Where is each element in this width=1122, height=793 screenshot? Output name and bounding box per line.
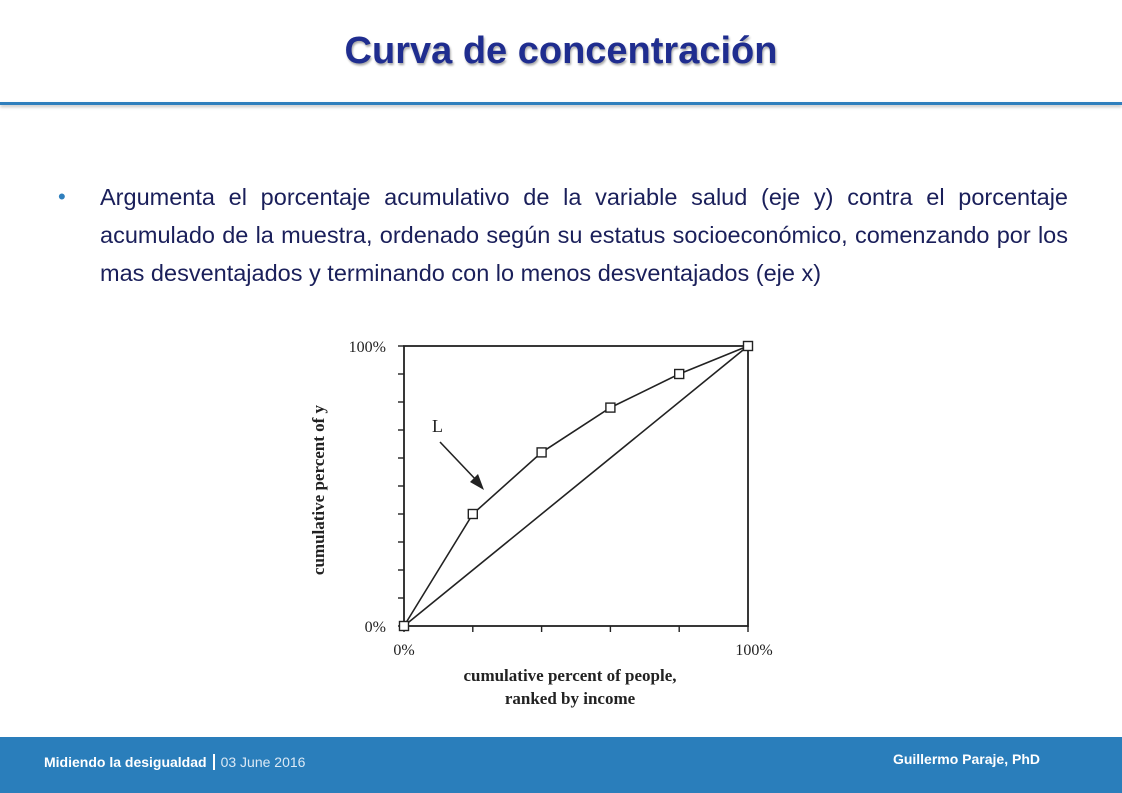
footer-author: Guillermo Paraje, PhD bbox=[892, 751, 1040, 767]
bullet-text: Argumenta el porcentaje acumulativo de la variable salud (eje y) contra el porcentaje acumulado de la muestra, ordenado según su estatus socioeconómico, comenzando por los mas desventajados y terminando con lo menos desventajados (eje x) bbox=[100, 184, 1068, 286]
x-axis-label-line1: cumulative percent of people, bbox=[463, 666, 677, 685]
equality-line bbox=[404, 346, 748, 626]
annotation-arrow-shaft bbox=[440, 442, 478, 482]
bullet-item bbox=[58, 178, 1068, 292]
footer-bar bbox=[0, 737, 1122, 793]
footer-separator bbox=[213, 754, 215, 770]
x-tick-label-right: 100% bbox=[735, 642, 773, 659]
x-axis-label-line2: ranked by income bbox=[504, 689, 636, 708]
footer-presentation-title: Midiendo la desigualdad bbox=[44, 754, 207, 770]
title-divider bbox=[0, 102, 1122, 105]
bullet-marker: • bbox=[58, 184, 66, 209]
data-point-marker bbox=[744, 342, 753, 351]
data-point-marker bbox=[606, 403, 615, 412]
data-point-marker bbox=[468, 510, 477, 519]
annotation-label: L bbox=[432, 416, 443, 436]
footer-date: 03 June 2016 bbox=[220, 754, 306, 770]
y-tick-label-bottom: 0% bbox=[364, 619, 386, 636]
concentration-chart bbox=[290, 330, 810, 720]
slide-title: Curva de concentración bbox=[344, 30, 778, 72]
footer-left bbox=[44, 754, 305, 770]
data-point-marker bbox=[537, 448, 546, 457]
data-point-marker bbox=[675, 370, 684, 379]
data-point-marker bbox=[400, 622, 409, 631]
y-tick-label-top: 100% bbox=[348, 339, 386, 356]
y-axis-label: cumulative percent of y bbox=[309, 404, 328, 576]
x-tick-label-left: 0% bbox=[393, 642, 415, 659]
chart-svg bbox=[290, 330, 810, 720]
